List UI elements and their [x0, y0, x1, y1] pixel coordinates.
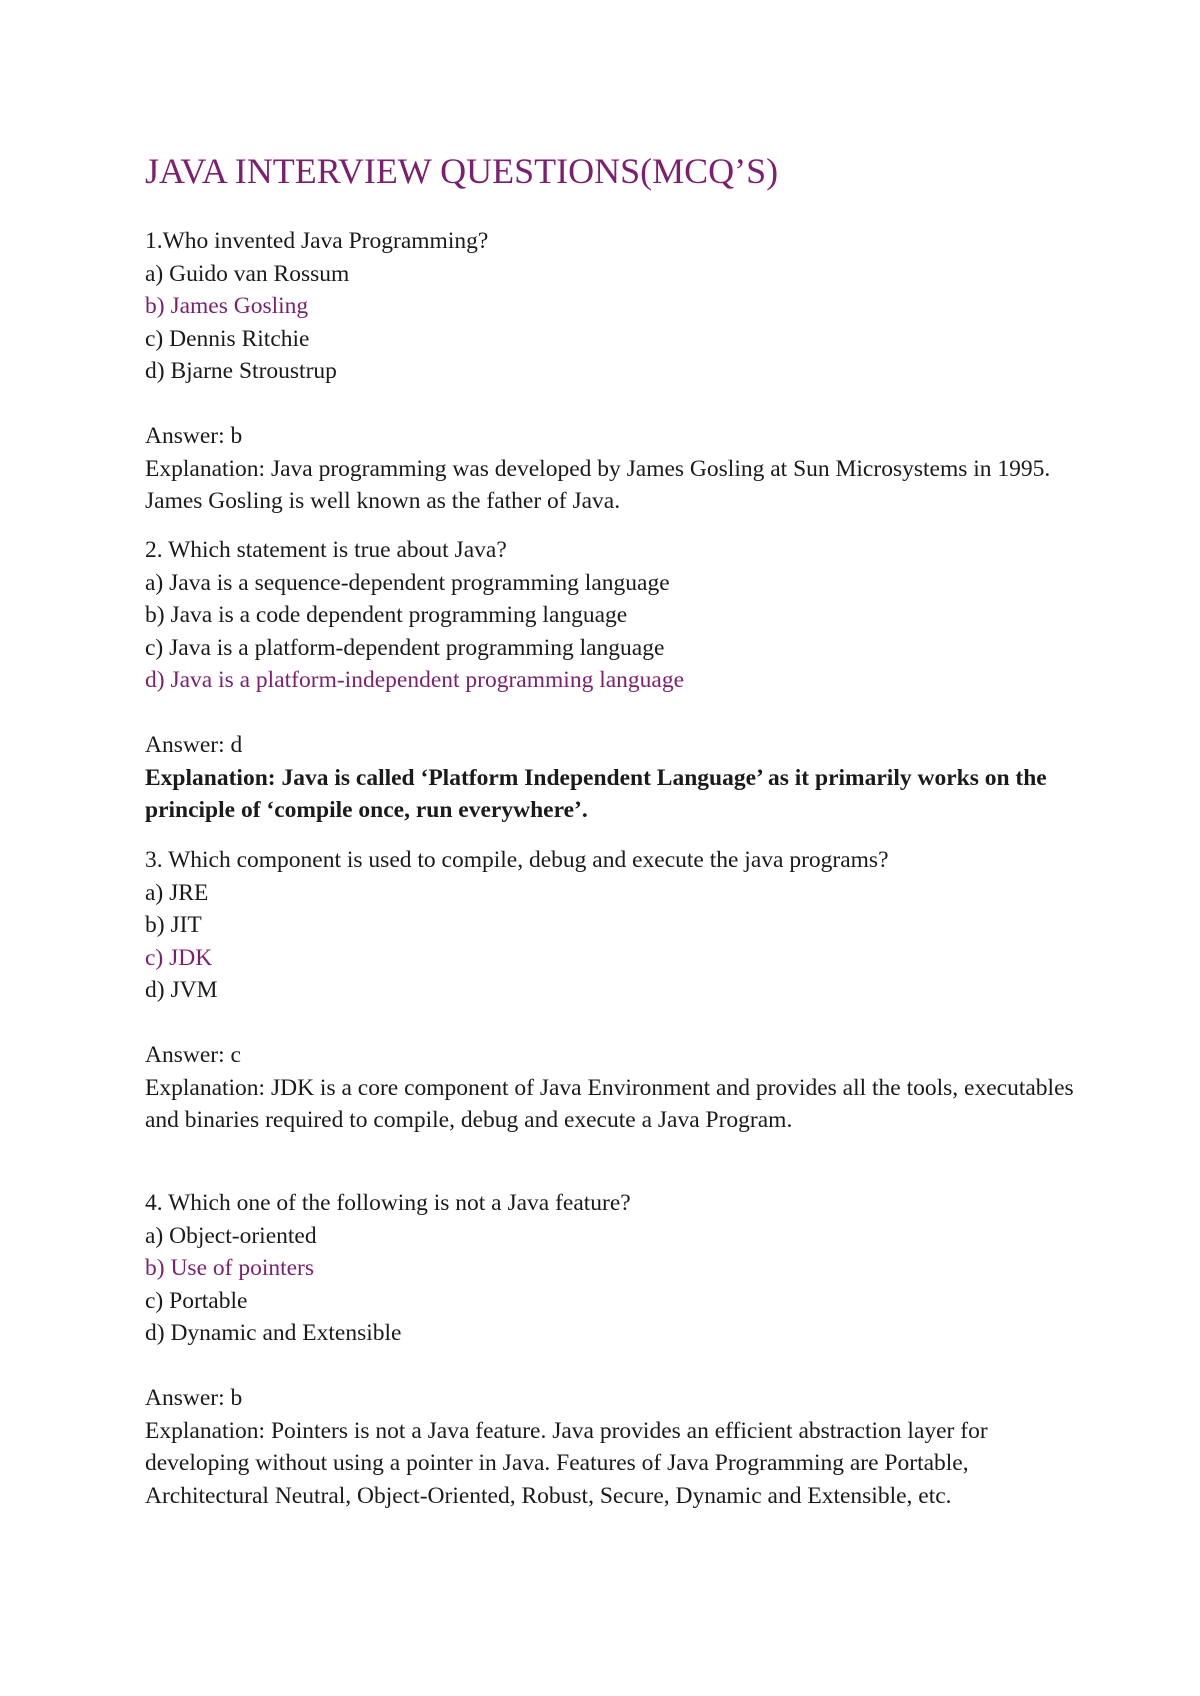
explanation-text: Explanation: Java is called ‘Platform Independent Language’ as it primarily works on the principle of ‘compile once, run everywhere’. — [145, 764, 1047, 823]
answer-text: Answer: d — [145, 732, 243, 758]
option-c: c) Portable — [145, 1287, 248, 1314]
page-title: JAVA INTERVIEW QUESTIONS(MCQ’S) — [145, 151, 779, 191]
spacer — [145, 1007, 1085, 1040]
option-b: b) James Gosling — [145, 293, 309, 319]
explanation-text: Explanation: Pointers is not a Java feature. Java provides an efficient abstraction layer for developing without using a pointer in Java. Features of Java Programming are Portable, Architectural Neutral, Object-Oriented, Robust, Secure, Dynamic and Extensible, etc. — [145, 1417, 988, 1509]
option-a: a) Guido van Rossum — [145, 260, 350, 287]
option-b: b) Use of pointers — [145, 1255, 315, 1281]
option-a: a) JRE — [145, 879, 209, 906]
question-block — [145, 844, 1085, 1137]
answer-text: Answer: c — [145, 1042, 241, 1068]
explanation-text: Explanation: Java programming was developed by James Gosling at Sun Microsystems in 1995. James Gosling is well known as the father of Java. — [145, 455, 1051, 514]
spacer — [145, 1350, 1085, 1383]
spacer — [145, 697, 1085, 730]
option-d: d) Bjarne Stroustrup — [145, 358, 337, 384]
option-a: a) Object-oriented — [145, 1222, 317, 1249]
option-c: c) Java is a platform-dependent programming language — [145, 634, 665, 661]
spacer — [145, 388, 1085, 421]
option-d: d) JVM — [145, 977, 218, 1003]
option-b: b) Java is a code dependent programming language — [145, 602, 628, 628]
question-block — [145, 225, 1085, 518]
question-text: 1.Who invented Java Programming? — [145, 228, 489, 254]
option-d: d) Dynamic and Extensible — [145, 1320, 402, 1346]
answer-text: Answer: b — [145, 1385, 243, 1411]
option-d: d) Java is a platform-independent programming language — [145, 667, 685, 693]
option-a: a) Java is a sequence-dependent programming language — [145, 569, 670, 596]
question-text: 2. Which statement is true about Java? — [145, 537, 507, 563]
answer-text: Answer: b — [145, 423, 243, 449]
option-c: c) Dennis Ritchie — [145, 325, 310, 352]
question-text: 4. Which one of the following is not a Java feature? — [145, 1190, 631, 1216]
explanation-text: Explanation: JDK is a core component of Java Environment and provides all the tools, executables and binaries required to compile, debug and execute a Java Program. — [145, 1074, 1074, 1133]
question-block — [145, 1187, 1085, 1512]
option-c: c) JDK — [145, 944, 213, 971]
question-block — [145, 534, 1085, 827]
option-b: b) JIT — [145, 912, 202, 938]
question-text: 3. Which component is used to compile, debug and execute the java programs? — [145, 847, 889, 873]
